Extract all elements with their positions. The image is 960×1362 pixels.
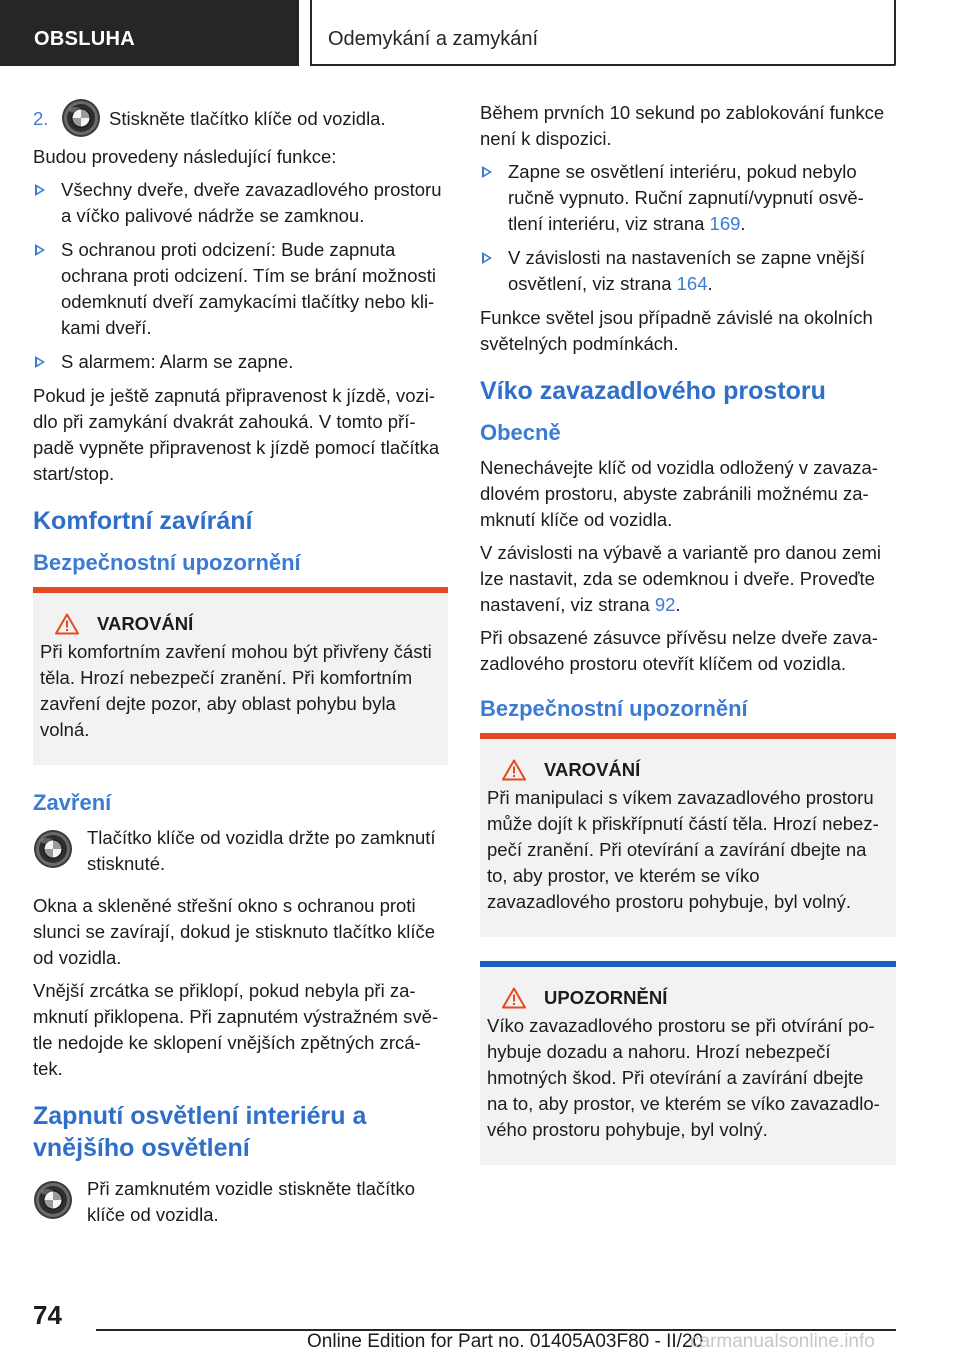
page-link[interactable]: 92 [654,594,676,615]
page-header [0,0,960,66]
bullet-triangle-icon [35,244,45,256]
right-column [480,100,896,1189]
step-text: Stiskněte tlačítko klíče od vozidla. [109,108,386,129]
paragraph: Pokud je ještě zapnutá připravenost k jízdě, vozi- dlo při zamykání dvakrát zahouká. V tomto pří- padě vypněte připravenost k jízdě pomocí tlačítka start/stop. [33,385,440,484]
vehicle-key-icon [33,1180,73,1220]
warning-box [33,587,448,765]
paragraph: Budou provedeny následující funkce: [33,146,337,167]
warning-text: Při komfortním zavření mohou být přivřeny části těla. Hrozí nebezpečí zranění. Při komfortním zavření dejte pozor, aby oblast pohybu byla volná. [40,641,432,740]
section-tab [0,0,299,66]
heading-closing: Zavření [33,790,112,815]
key-instruction-text: Při zamknutém vozidle stiskněte tlačítko klíče od vozidla. [87,1178,415,1225]
key-instruction [33,1176,448,1230]
list-item: Všechny dveře, dveře zavazadlového prostoru a víčko palivové nádrže se zamknou. [33,177,448,229]
list-item: Zapne se osvětlení interiéru, pokud nebylo ručně vypnuto. Ruční zapnutí/vypnutí osvě- tlení interiéru, viz strana 169. [480,159,896,237]
bullet-triangle-icon [482,166,492,178]
warning-triangle-icon [502,759,526,781]
warning-triangle-icon [502,987,526,1009]
paragraph: Vnější zrcátka se přiklopí, pokud nebyla při za- mknutí přiklopena. Při zapnutém výstražném svě- tle nedojde ke sklopení vnějších zpětných zrcá- tek. [33,980,439,1079]
paragraph: Funkce světel jsou případně závislé na okolních světelných podmínkách. [480,307,873,354]
page-number: 74 [33,1300,62,1330]
warning-triangle-icon [55,613,79,635]
vehicle-key-icon [33,829,73,869]
bullet-triangle-icon [482,252,492,264]
paragraph: Během prvních 10 sekund po zablokování funkce není k dispozici. [480,102,885,149]
heading-comfort-closing: Komfortní zavírání [33,507,253,535]
list-item: V závislosti na nastaveních se zapne vnější osvětlení, viz strana 164. [480,245,896,297]
paragraph: Nenechávejte klíč od vozidla odložený v zavaza- dlovém prostoru, abyste zabránili možnému za- mknutí klíče od vozidla. [480,457,878,530]
paragraph: Okna a skleněné střešní okno s ochranou proti slunci se zavírají, dokud je stisknuto tlačítko klíče od vozidla. [33,895,436,968]
paragraph: V závislosti na výbavě a variantě pro danou zemi lze nastavit, zda se odemknou i dveře. Proveďte nastavení, viz strana 92. [480,542,882,615]
list-item: S ochranou proti odcizení: Bude zapnuta ochrana proti odcizení. Tím se brání možnosti odemknutí dveří zamykacími tlačítky nebo kli- kami dveří. [33,237,448,341]
heading-general: Obecně [480,420,561,445]
list-item: S alarmem: Alarm se zapne. [33,349,448,375]
chapter-title: Odemykání a zamykání [328,28,539,50]
heading-lighting: Zapnutí osvětlení interiéru a vnějšího osvětlení [33,1102,367,1162]
warning-text: Při manipulaci s víkem zavazadlového prostoru může dojít k přiskřípnutí částí těla. Hrozí nebez- pečí zranění. Při otevírání a zavírání dbejte na to, aby prostor, ve kterém se víko zavazadlového prostoru pohybuje, byl volný. [487,787,879,912]
heading-safety-notes: Bezpečnostní upozornění [480,696,748,721]
warning-title: VAROVÁNÍ [55,613,440,635]
heading-safety-notes: Bezpečnostní upozornění [33,550,301,575]
chapter-tab [310,0,896,66]
warning-title: VAROVÁNÍ [502,759,888,781]
page-link[interactable]: 164 [676,273,708,294]
bullet-triangle-icon [35,184,45,196]
heading-trunk-lid: Víko zavazadlového prostoru [480,377,826,405]
step-number: 2. [33,108,49,129]
edition-text: Online Edition for Part no. 01405A03F80 - II/20 [307,1331,704,1352]
left-column [33,100,448,1244]
warning-box [480,733,896,937]
key-instruction [33,825,448,879]
step-2 [33,92,448,129]
notice-text: Víko zavazadlového prostoru se při otvírání po- hybuje dozadu a nahoru. Hrozí nebezpečí hmotných škod. Při otevírání a zavírání dbejte na to, aby prostor, ve kterém se víko zavazadlo- vého prostoru pohybuje, byl volný. [487,1015,880,1140]
vehicle-key-icon [61,98,101,138]
bullet-triangle-icon [35,356,45,368]
notice-title: UPOZORNĚNÍ [502,987,888,1009]
watermark: carmanualsonline.info [690,1331,875,1352]
section-title: OBSLUHA [34,28,135,50]
paragraph: Při obsazené zásuvce přívěsu nelze dveře zava- zadlového prostoru otevřít klíčem od vozidla. [480,627,878,674]
page-link[interactable]: 169 [709,213,741,234]
key-instruction-text: Tlačítko klíče od vozidla držte po zamknutí stisknuté. [87,827,436,874]
notice-box [480,961,896,1165]
